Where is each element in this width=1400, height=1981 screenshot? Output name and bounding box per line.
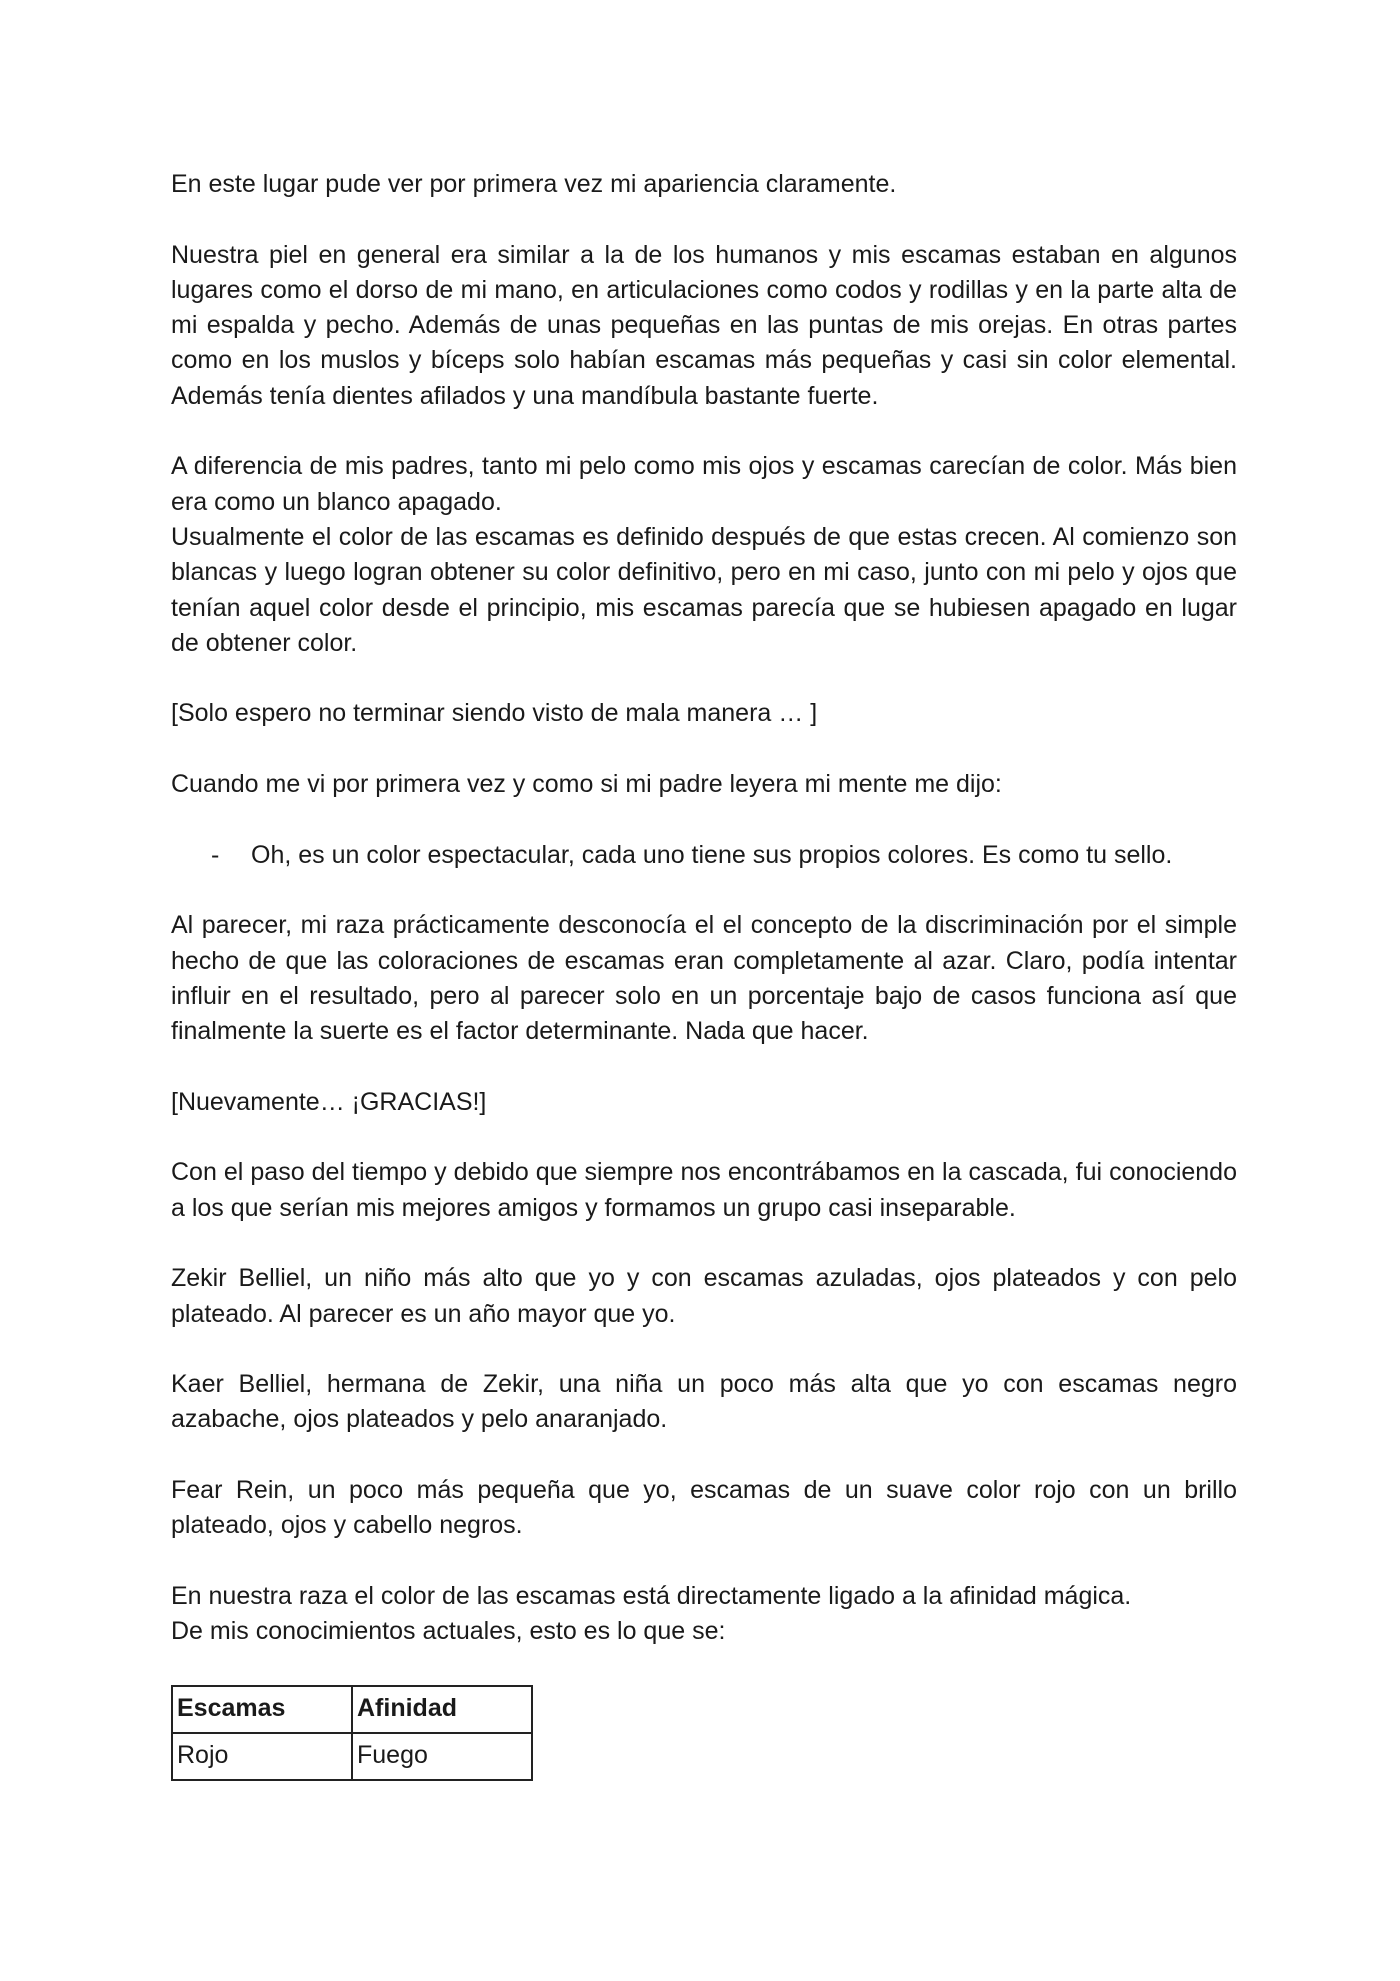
table-header-cell: Afinidad: [352, 1686, 532, 1733]
table-cell: Fuego: [352, 1733, 532, 1780]
paragraph-8: [Nuevamente… ¡GRACIAS!]: [171, 1087, 487, 1116]
dialogue-text: Oh, es un color espectacular, cada uno tiene sus propios colores. Es como tu sello.: [251, 840, 1173, 869]
paragraph-13: En nuestra raza el color de las escamas está directamente ligado a la afinidad mágica.: [171, 1581, 1132, 1610]
table-cell: Rojo: [172, 1733, 352, 1780]
paragraph-7: Al parecer, mi raza prácticamente desconocía el el concepto de la discriminación por el simple hecho de que las coloraciones de escamas eran completamente al azar. Claro, podía intentar influir en el resultado, pero al parecer solo en un porcentaje bajo de casos funciona así que finalmente la suerte es el factor determinante. Nada que hacer.: [171, 911, 1237, 1046]
table-header-cell: Escamas: [172, 1686, 352, 1733]
paragraph-11: Kaer Belliel, hermana de Zekir, una niña un poco más alta que yo con escamas negro azabache, ojos plateados y pelo anaranjado.: [171, 1370, 1237, 1434]
paragraph-10: Zekir Belliel, un niño más alto que yo y con escamas azuladas, ojos plateados y con pelo plateado. Al parecer es un año mayor que yo.: [171, 1264, 1237, 1328]
document-page: [171, 167, 1237, 1781]
paragraph-4: Usualmente el color de las escamas es definido después de que estas crecen. Al comienzo son blancas y luego logran obtener su color definitivo, pero en mi caso, junto con mi pelo y ojos que tenían aquel color desde el principio, mis escamas parecía que se hubiesen apagado en lugar de obtener color.: [171, 522, 1237, 657]
table-header-row: [172, 1686, 532, 1733]
table-row: [172, 1733, 532, 1780]
affinity-table: [171, 1685, 533, 1781]
dialogue-dash: -: [211, 840, 220, 869]
dialogue-line: [171, 838, 1237, 873]
paragraph-14: De mis conocimientos actuales, esto es lo que se:: [171, 1617, 726, 1646]
paragraph-9: Con el paso del tiempo y debido que siempre nos encontrábamos en la cascada, fui conociendo a los que serían mis mejores amigos y formamos un grupo casi inseparable.: [171, 1158, 1237, 1222]
paragraph-2: Nuestra piel en general era similar a la de los humanos y mis escamas estaban en algunos lugares como el dorso de mi mano, en articulaciones como codos y rodillas y en la parte alta de mi espalda y pecho. Además de unas pequeñas en las puntas de mis orejas. En otras partes como en los muslos y bíceps solo habían escamas más pequeñas y casi sin color elemental. Además tenía dientes afilados y una mandíbula bastante fuerte.: [171, 240, 1237, 410]
paragraph-6: Cuando me vi por primera vez y como si mi padre leyera mi mente me dijo:: [171, 770, 1002, 799]
paragraph-12: Fear Rein, un poco más pequeña que yo, escamas de un suave color rojo con un brillo plateado, ojos y cabello negros.: [171, 1475, 1237, 1540]
paragraph-5: [Solo espero no terminar siendo visto de mala manera … ]: [171, 699, 818, 728]
paragraph-1: En este lugar pude ver por primera vez mi apariencia claramente.: [171, 170, 897, 198]
paragraph-3: A diferencia de mis padres, tanto mi pelo como mis ojos y escamas carecían de color. Más bien era como un blanco apagado.: [171, 452, 1237, 516]
